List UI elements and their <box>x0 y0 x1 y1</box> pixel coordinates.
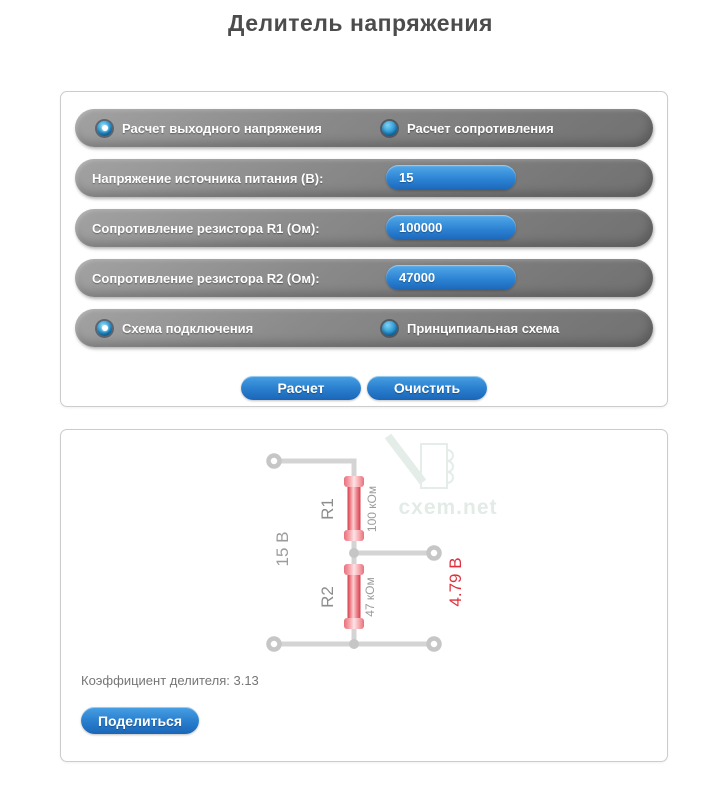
share-button[interactable]: Поделиться <box>81 707 199 734</box>
output-voltage-label: 4.79 В <box>446 557 465 607</box>
coefficient-value: 3.13 <box>233 673 259 688</box>
r1-value-label: 100 кОм <box>365 485 379 533</box>
radio-option-label: Схема подключения <box>122 320 254 336</box>
circuit-diagram <box>61 430 667 665</box>
watermark-text: cxem.net <box>398 496 498 519</box>
calculator-form-panel <box>60 91 668 407</box>
radio-option-label: Расчет выходного напряжения <box>122 120 322 136</box>
resistor-r2 <box>344 564 364 629</box>
resistor-r1-input[interactable] <box>386 215 516 240</box>
radio-icon[interactable] <box>382 121 397 136</box>
junction-node <box>349 548 359 558</box>
radio-option-label: Принципиальная схема <box>407 320 560 336</box>
r2-value-label: 47 кОм <box>363 577 377 617</box>
r1-name-label: R1 <box>318 498 337 520</box>
radio-option-schematic-diagram[interactable] <box>382 309 559 347</box>
calculate-button[interactable]: Расчет <box>241 376 361 400</box>
r2-name-label: R2 <box>318 586 337 608</box>
field-row-resistor-r1 <box>75 209 653 247</box>
resistor-r2-input[interactable] <box>386 265 516 290</box>
field-row-resistor-r2 <box>75 259 653 297</box>
terminal-output-minus <box>429 639 440 650</box>
page-title: Делитель напряжения <box>228 10 493 36</box>
field-row-source-voltage <box>75 159 653 197</box>
watermark-logo-icon <box>388 436 453 488</box>
radio-icon[interactable] <box>382 321 397 336</box>
terminal-input-plus <box>269 456 280 467</box>
radio-icon[interactable] <box>97 321 112 336</box>
clear-button[interactable]: Очистить <box>367 376 487 400</box>
field-label: Сопротивление резистора R1 (Ом): <box>92 220 320 236</box>
radio-option-output-voltage[interactable] <box>97 121 322 136</box>
field-label: Сопротивление резистора R2 (Ом): <box>92 270 320 286</box>
coefficient-label: Коэффициент делителя: <box>81 673 230 688</box>
source-voltage-label: 15 В <box>273 531 292 567</box>
resistor-r1 <box>344 476 364 541</box>
terminal-input-minus <box>269 639 280 650</box>
divider-coefficient <box>81 673 259 688</box>
radio-option-resistance[interactable] <box>382 109 554 147</box>
radio-icon[interactable] <box>97 121 112 136</box>
source-voltage-input[interactable] <box>386 165 516 190</box>
form-buttons <box>75 376 653 400</box>
junction-node <box>349 639 359 649</box>
radio-option-connection-scheme[interactable] <box>97 321 253 336</box>
field-label: Напряжение источника питания (В): <box>92 170 324 186</box>
calculation-mode-row <box>75 109 653 147</box>
scheme-type-row <box>75 309 653 347</box>
radio-option-label: Расчет сопротивления <box>407 120 554 136</box>
result-panel <box>60 429 668 762</box>
terminal-output-plus <box>429 548 440 559</box>
